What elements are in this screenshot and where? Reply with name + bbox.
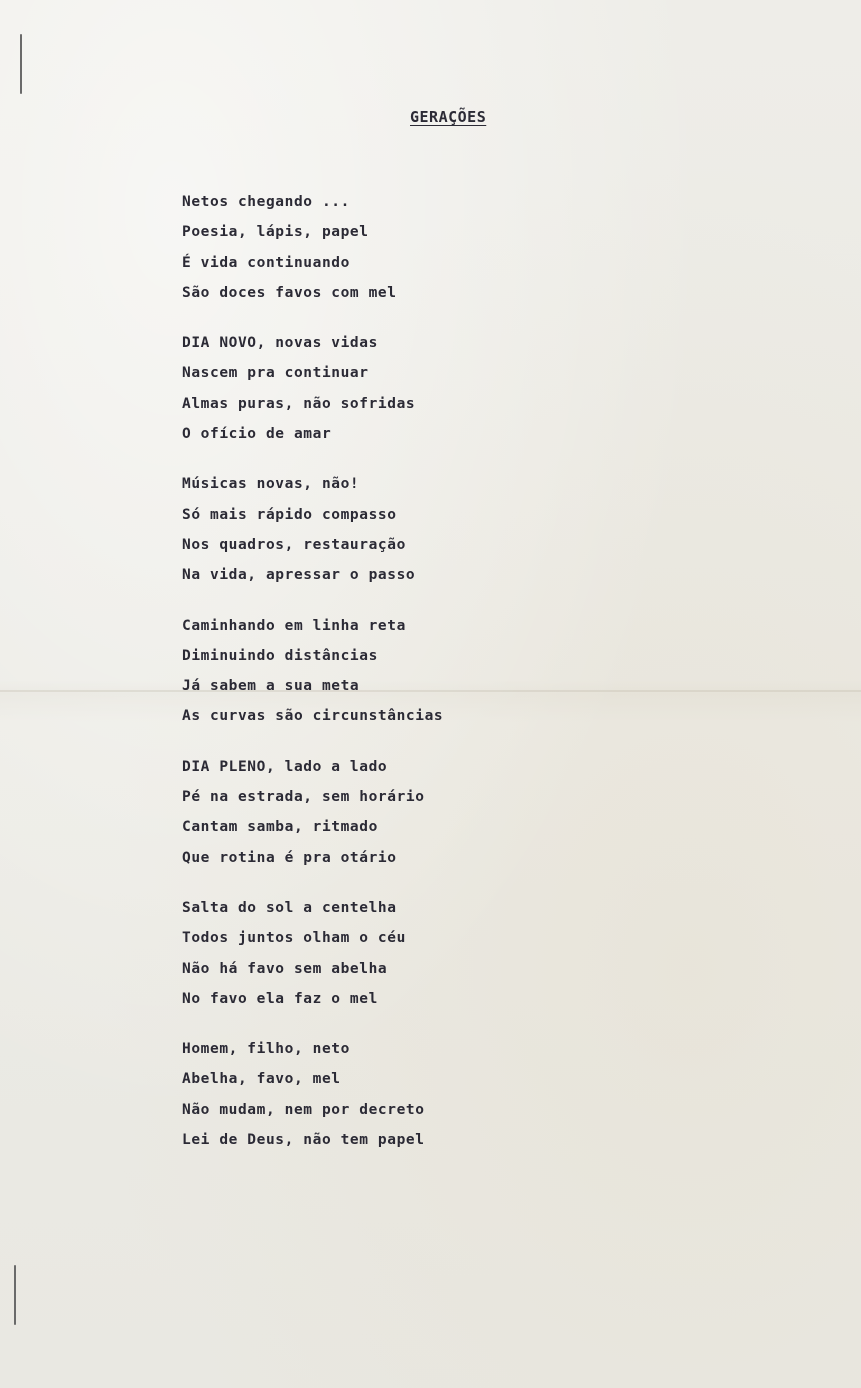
poem-line: DIA NOVO, novas vidas (182, 335, 378, 352)
poem-line: O ofício de amar (182, 426, 332, 443)
poem-line: No favo ela faz o mel (182, 990, 378, 1007)
stanza (182, 893, 742, 1014)
edge-mark-bottom (14, 1265, 16, 1325)
stanza (182, 611, 742, 732)
edge-mark-top (20, 34, 22, 94)
poem-line: Almas puras, não sofridas (182, 395, 416, 412)
stanza (182, 1034, 742, 1155)
poem-line: DIA PLENO, lado a lado (182, 758, 388, 775)
poem-line: Salta do sol a centelha (182, 899, 397, 916)
poem-line: Nascem pra continuar (182, 365, 369, 382)
poem-line: Cantam samba, ritmado (182, 819, 378, 836)
stanza (182, 752, 742, 873)
poem-title: GERAÇÕES (410, 108, 487, 126)
poem-line: Caminhando em linha reta (182, 617, 406, 634)
poem-line: Músicas novas, não! (182, 476, 360, 493)
poem-line: Diminuindo distâncias (182, 647, 378, 664)
stanza (182, 469, 742, 590)
poem-line: Nos quadros, restauração (182, 536, 406, 553)
poem-line: Pé na estrada, sem horário (182, 789, 425, 806)
poem-line: Abelha, favo, mel (182, 1071, 341, 1088)
poem-line: É vida continuando (182, 254, 350, 271)
poem-line: Não há favo sem abelha (182, 960, 388, 977)
poem-line: Poesia, lápis, papel (182, 224, 369, 241)
poem-line: Homem, filho, neto (182, 1041, 350, 1058)
poem-line: Todos juntos olham o céu (182, 930, 406, 947)
poem-line: São doces favos com mel (182, 284, 397, 301)
stanza (182, 187, 742, 308)
poem-line: Netos chegando ... (182, 194, 350, 210)
stanza (182, 328, 742, 449)
poem-line: Que rotina é pra otário (182, 849, 397, 866)
poem-line: Na vida, apressar o passo (182, 567, 416, 584)
poem-body (182, 187, 742, 1175)
poem-line: Não mudam, nem por decreto (182, 1101, 425, 1118)
poem-line: Já sabem a sua meta (182, 678, 360, 695)
poem-line: Só mais rápido compasso (182, 506, 397, 523)
poem-line: Lei de Deus, não tem papel (182, 1132, 425, 1149)
poem-line: As curvas são circunstâncias (182, 708, 444, 725)
